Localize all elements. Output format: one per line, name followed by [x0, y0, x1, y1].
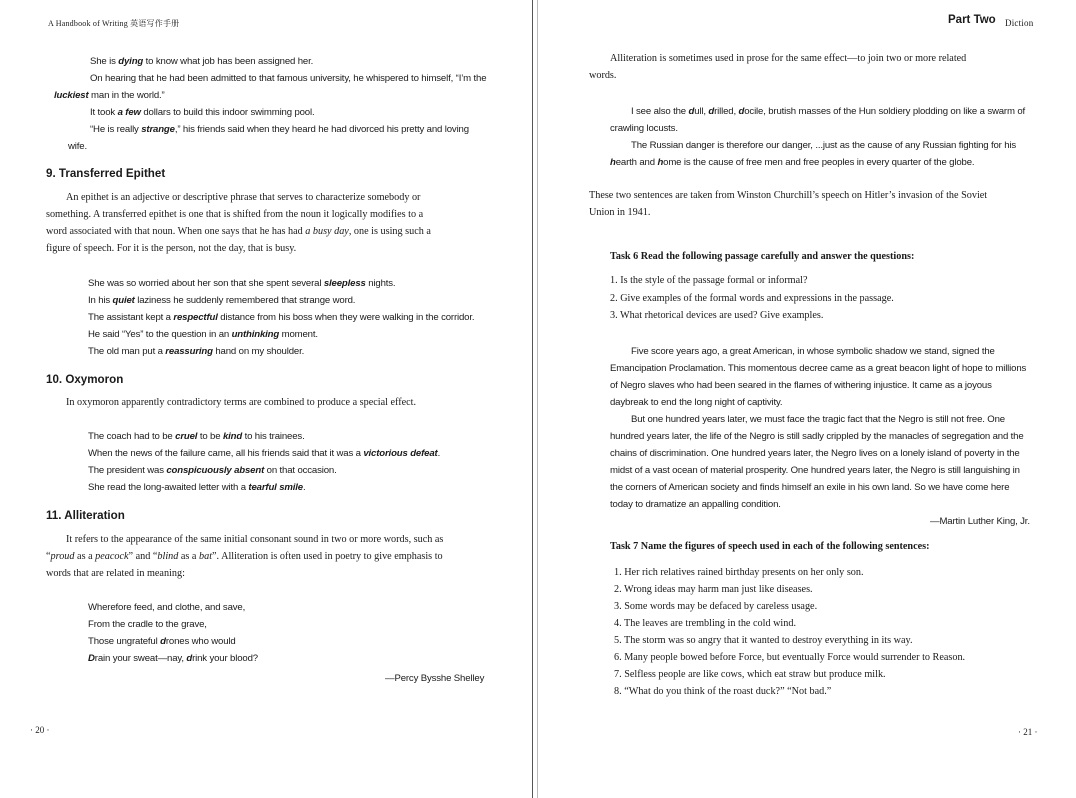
question-item: 4. The leaves are trembling in the cold wind.: [614, 618, 797, 629]
example-line: hearth and home is the cause of free men and free peoples in every quarter of the globe.: [610, 157, 975, 168]
poem-attribution: —Percy Bysshe Shelley: [385, 673, 485, 684]
question-item: 8. “What do you think of the roast duck?” “Not bad.”: [614, 686, 832, 697]
running-head-part: Part Two: [948, 14, 996, 26]
left-page: [0, 0, 532, 798]
example-line: He said “Yes” to the question in an unthinking moment.: [88, 329, 318, 340]
question-item: 1. Is the style of the passage formal or informal?: [610, 275, 808, 286]
section-heading-alliteration: 11. Alliteration: [46, 509, 125, 522]
example-line: On hearing that he had been admitted to that famous university, he whispered to himself, “I’m the: [90, 73, 487, 84]
prose-line: words that are related in meaning:: [46, 568, 185, 579]
prose-line: “proud as a peacock” and “blind as a bat”. Alliteration is often used in poetry to give emphasis to: [46, 551, 443, 562]
passage-line: midst of a vast ocean of material prosperity. One hundred years later, the Negro is still languishing in: [610, 465, 1020, 476]
example-line: She was so worried about her son that she spent several sleepless nights.: [88, 278, 396, 289]
prose-line: something. A transferred epithet is one that is shifted from the noun it logically modifies to a: [46, 209, 424, 220]
question-item: 3. Some words may be defaced by careless usage.: [614, 601, 818, 612]
running-head: A Handbook of Writing 英语写作手册: [48, 19, 180, 28]
passage-line: today to dramatize an appalling condition.: [610, 499, 781, 510]
passage-line: Five score years ago, a great American, in whose symbolic shadow we stand, signed the: [631, 346, 995, 357]
page-number: · 20 ·: [30, 725, 50, 735]
section-heading-oxymoron: 10. Oxymoron: [46, 373, 124, 386]
passage-line: of Negro slaves who had been seared in the flames of withering injustice. It came as a joyous: [610, 380, 992, 391]
example-line: The old man put a reassuring hand on my shoulder.: [88, 346, 305, 357]
section-heading-transferred-epithet: 9. Transferred Epithet: [46, 167, 166, 180]
page-number: · 21 ·: [1018, 727, 1038, 737]
question-item: 3. What rhetorical devices are used? Give examples.: [610, 310, 824, 321]
passage-attribution: —Martin Luther King, Jr.: [930, 516, 1030, 527]
example-line: The president was conspicuously absent on that occasion.: [88, 465, 337, 476]
example-line: When the news of the failure came, all his friends said that it was a victorious defeat.: [88, 448, 441, 459]
prose-line: An epithet is an adjective or descriptive phrase that serves to characterize somebody or: [66, 192, 421, 203]
running-head-title: Diction: [1005, 18, 1034, 28]
prose-line: words.: [589, 70, 617, 81]
passage-line: chains of discrimination. One hundred years later, the Negro lives on a lonely island of poverty in the: [610, 448, 1020, 459]
prose-line: word associated with that noun. When one says that he has had a busy day, one is using such a: [46, 226, 431, 237]
passage-line: Emancipation Proclamation. This momentous decree came as a great beacon light of hope to millions: [610, 363, 1027, 374]
example-line: In his quiet laziness he suddenly remembered that strange word.: [88, 295, 356, 306]
example-line: I see also the dull, drilled, docile, brutish masses of the Hun soldiery plodding on like a swarm of: [631, 106, 1026, 117]
example-line: The assistant kept a respectful distance from his boss when they were walking in the corridor.: [88, 312, 475, 323]
question-item: 7. Selfless people are like cows, which eat straw but produce milk.: [614, 669, 886, 680]
prose-line: Alliteration is sometimes used in prose for the same effect—to join two or more related: [610, 53, 967, 64]
poem-line: Drain your sweat—nay, drink your blood?: [88, 653, 258, 664]
prose-line: figure of speech. For it is the person, not the day, that is busy.: [46, 243, 297, 254]
example-line: The Russian danger is therefore our danger, ...just as the cause of any Russian fighting for his: [631, 140, 1017, 151]
prose-line: Union in 1941.: [589, 207, 651, 218]
passage-line: But one hundred years later, we must face the tragic fact that the Negro is still not free. One: [631, 414, 1005, 425]
question-item: 1. Her rich relatives rained birthday presents on her only son.: [614, 567, 864, 578]
poem-line: Wherefore feed, and clothe, and save,: [88, 602, 246, 613]
task-6-heading: Task 6 Read the following passage carefully and answer the questions:: [610, 251, 915, 262]
question-item: 2. Give examples of the formal words and expressions in the passage.: [610, 293, 894, 304]
passage-line: daybreak to end the long night of captivity.: [610, 397, 783, 408]
question-item: 2. Wrong ideas may harm man just like diseases.: [614, 584, 813, 595]
example-line: luckiest man in the world.”: [54, 90, 165, 101]
passage-line: the corners of American society and finds himself an exile in his own land. So we have come here: [610, 482, 1010, 493]
poem-line: Those ungrateful drones who would: [88, 636, 236, 647]
right-page: [538, 0, 1076, 798]
example-line: It took a few dollars to build this indoor swimming pool.: [90, 107, 315, 118]
question-item: 6. Many people bowed before Force, but eventually Force would surrender to Reason.: [614, 652, 966, 663]
example-line: wife.: [68, 141, 87, 152]
task-7-heading: Task 7 Name the figures of speech used in each of the following sentences:: [610, 541, 930, 552]
prose-line: It refers to the appearance of the same initial consonant sound in two or more words, such as: [66, 534, 444, 545]
prose-line: These two sentences are taken from Winston Churchill’s speech on Hitler’s invasion of the Soviet: [589, 190, 988, 201]
example-line: The coach had to be cruel to be kind to his trainees.: [88, 431, 305, 442]
example-line: “He is really strange,” his friends said when they heard he had divorced his pretty and loving: [90, 124, 469, 135]
prose-line: In oxymoron apparently contradictory terms are combined to produce a special effect.: [66, 397, 417, 408]
question-item: 5. The storm was so angry that it wanted to destroy everything in its way.: [614, 635, 913, 646]
example-line: crawling locusts.: [610, 123, 678, 134]
passage-line: hundred years later, the life of the Negro is still sadly crippled by the manacles of segregation and the: [610, 431, 1024, 442]
example-line: She is dying to know what job has been assigned her.: [90, 56, 314, 67]
example-line: She read the long-awaited letter with a tearful smile.: [88, 482, 306, 493]
poem-line: From the cradle to the grave,: [88, 619, 207, 630]
